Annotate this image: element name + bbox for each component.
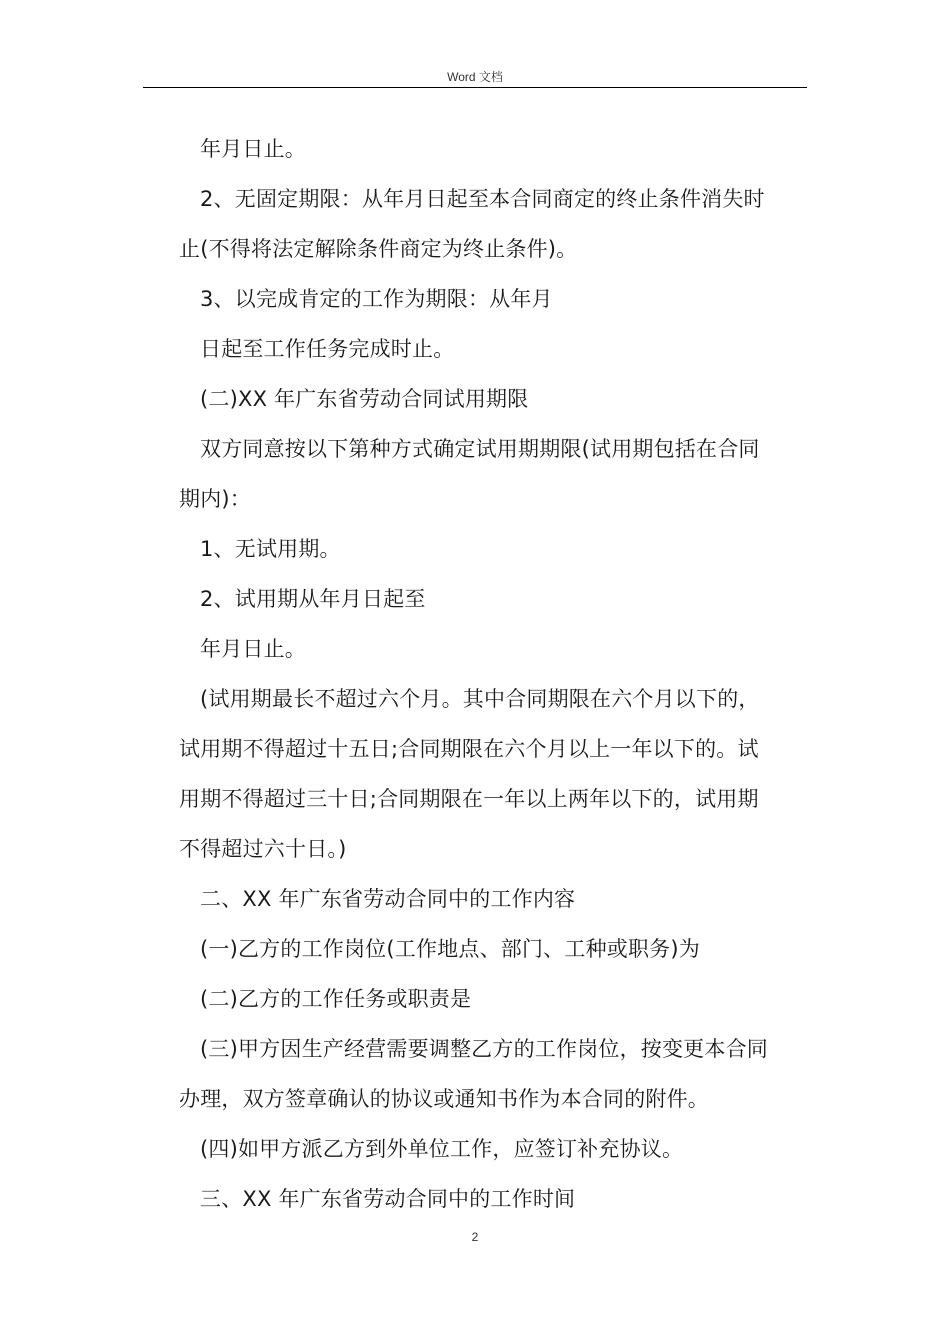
paragraph-line: 日起至工作任务完成时止。 bbox=[200, 337, 455, 361]
paragraph-line: 期内)： bbox=[179, 487, 251, 511]
paragraph-line: (二)乙方的工作任务或职责是 bbox=[200, 987, 472, 1011]
section-heading: 二、XX 年广东省劳动合同中的工作内容 bbox=[200, 887, 576, 911]
page-number: 2 bbox=[471, 1230, 479, 1244]
paragraph-line: 用期不得超过三十日;合同期限在一年以上两年以下的，试用期 bbox=[179, 787, 759, 811]
paragraph-line: 止(不得将法定解除条件商定为终止条件)。 bbox=[179, 237, 578, 261]
paragraph-line: 3、以完成肯定的工作为期限：从年月 bbox=[200, 287, 553, 311]
paragraph-line: 试用期不得超过十五日;合同期限在六个月以上一年以下的。试 bbox=[179, 737, 759, 761]
paragraph-line: 1、无试用期。 bbox=[200, 537, 341, 561]
paragraph-line: (三)甲方因生产经营需要调整乙方的工作岗位，按变更本合同 bbox=[200, 1037, 768, 1061]
paragraph-line: 年月日止。 bbox=[200, 137, 306, 161]
document-header-label: Word 文档 bbox=[447, 70, 503, 84]
paragraph-line: 不得超过六十日。) bbox=[179, 837, 347, 861]
paragraph-line: 2、无固定期限：从年月日起至本合同商定的终止条件消失时 bbox=[200, 187, 765, 211]
paragraph-line: 办理，双方签章确认的协议或通知书作为本合同的附件。 bbox=[179, 1087, 709, 1111]
paragraph-line: (二)XX 年广东省劳动合同试用期限 bbox=[200, 387, 529, 411]
section-heading: 三、XX 年广东省劳动合同中的工作时间 bbox=[200, 1187, 576, 1211]
paragraph-line: (试用期最长不超过六个月。其中合同期限在六个月以下的， bbox=[200, 687, 760, 711]
paragraph-line: (一)乙方的工作岗位(工作地点、部门、工种或职务)为 bbox=[200, 937, 700, 961]
paragraph-line: 2、试用期从年月日起至 bbox=[200, 587, 426, 611]
document-body bbox=[179, 124, 791, 1224]
paragraph-line: 年月日止。 bbox=[200, 637, 306, 661]
paragraph-line: 双方同意按以下第种方式确定试用期期限(试用期包括在合同 bbox=[200, 437, 760, 461]
header-divider bbox=[143, 87, 807, 88]
paragraph-line: (四)如甲方派乙方到外单位工作，应签订补充协议。 bbox=[200, 1137, 684, 1161]
